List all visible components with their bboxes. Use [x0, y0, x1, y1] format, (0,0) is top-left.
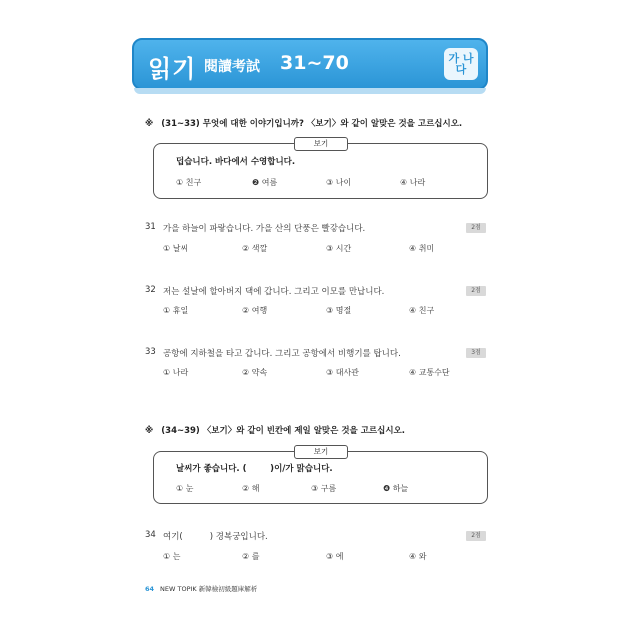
- example-option: ④ 나라: [400, 178, 426, 187]
- reference-mark: ※: [145, 119, 154, 129]
- answer-option[interactable]: ① 나라: [163, 368, 189, 377]
- example-option: ① 친구: [176, 178, 202, 187]
- example-question: 날씨가 좋습니다. ( )이/가 맑습니다.: [176, 464, 333, 474]
- example-option: ① 눈: [176, 484, 194, 493]
- answer-option[interactable]: ② 를: [242, 552, 260, 561]
- answer-option[interactable]: ④ 취미: [409, 244, 435, 253]
- answer-option[interactable]: ① 휴일: [163, 306, 189, 315]
- book-title: NEW TOPIK 新韓檢初級題庫解析: [160, 585, 258, 593]
- answer-option[interactable]: ③ 명절: [326, 306, 352, 315]
- question-text: 저는 설날에 할아버지 댁에 갑니다. 그리고 이모를 만납니다.: [163, 287, 385, 297]
- reference-mark: ※: [145, 426, 154, 436]
- example-option: ③ 나이: [326, 178, 352, 187]
- section2-instruction: [145, 424, 405, 436]
- example-question: 덥습니다. 바다에서 수영합니다.: [176, 157, 296, 167]
- question-number: 34: [145, 530, 156, 540]
- example-option: ❷ 여름: [252, 178, 278, 187]
- question-number: 32: [145, 285, 156, 295]
- example-box-2: [153, 447, 488, 504]
- header-title-cn: 閱讀考試: [204, 59, 260, 75]
- answer-option[interactable]: ③ 에: [326, 552, 344, 561]
- answer-option[interactable]: ③ 대사관: [326, 368, 359, 377]
- example-tag: 보기: [294, 445, 348, 459]
- section1-instruction-text: (31~33) 무엇에 대한 이야기입니까? 〈보기〉와 같이 알맞은 것을 고르십시오.: [161, 119, 463, 129]
- page-footer: [145, 584, 257, 593]
- question-number: 31: [145, 222, 156, 232]
- question-text: 가을 하늘이 파랗습니다. 가을 산의 단풍은 빨갛습니다.: [163, 224, 366, 234]
- page-number: 64: [145, 585, 155, 593]
- answer-option[interactable]: ① 는: [163, 552, 181, 561]
- points-badge: 2점: [466, 223, 486, 233]
- header-underline: [134, 88, 486, 94]
- points-badge: 2점: [466, 531, 486, 541]
- answer-option[interactable]: ④ 교통수단: [409, 368, 450, 377]
- example-option: ③ 구름: [311, 484, 337, 493]
- reading-badge-icon: 가 나다: [444, 48, 478, 80]
- question-text: 여기( ) 경복궁입니다.: [163, 532, 268, 542]
- example-box-1: [153, 139, 488, 199]
- question-text: 공항에 지하철을 타고 갑니다. 그리고 공항에서 비행기를 탑니다.: [163, 349, 401, 359]
- answer-option[interactable]: ② 여행: [242, 306, 268, 315]
- answer-option[interactable]: ② 색깔: [242, 244, 268, 253]
- points-badge: 3점: [466, 348, 486, 358]
- section-header: [132, 38, 488, 90]
- example-option: ❹ 하늘: [383, 484, 409, 493]
- answer-option[interactable]: ③ 시간: [326, 244, 352, 253]
- points-badge: 2점: [466, 286, 486, 296]
- answer-option[interactable]: ④ 친구: [409, 306, 435, 315]
- question-number: 33: [145, 347, 156, 357]
- example-tag: 보기: [294, 137, 348, 151]
- section2-instruction-text: (34~39) 〈보기〉와 같이 빈칸에 제일 알맞은 것을 고르십시오.: [161, 426, 405, 436]
- answer-option[interactable]: ② 약속: [242, 368, 268, 377]
- answer-option[interactable]: ④ 와: [409, 552, 427, 561]
- section1-instruction: [145, 117, 462, 129]
- answer-option[interactable]: ① 날씨: [163, 244, 189, 253]
- example-option: ② 해: [242, 484, 260, 493]
- header-range: 31~70: [280, 52, 349, 74]
- header-title-kr: 읽기: [148, 55, 197, 83]
